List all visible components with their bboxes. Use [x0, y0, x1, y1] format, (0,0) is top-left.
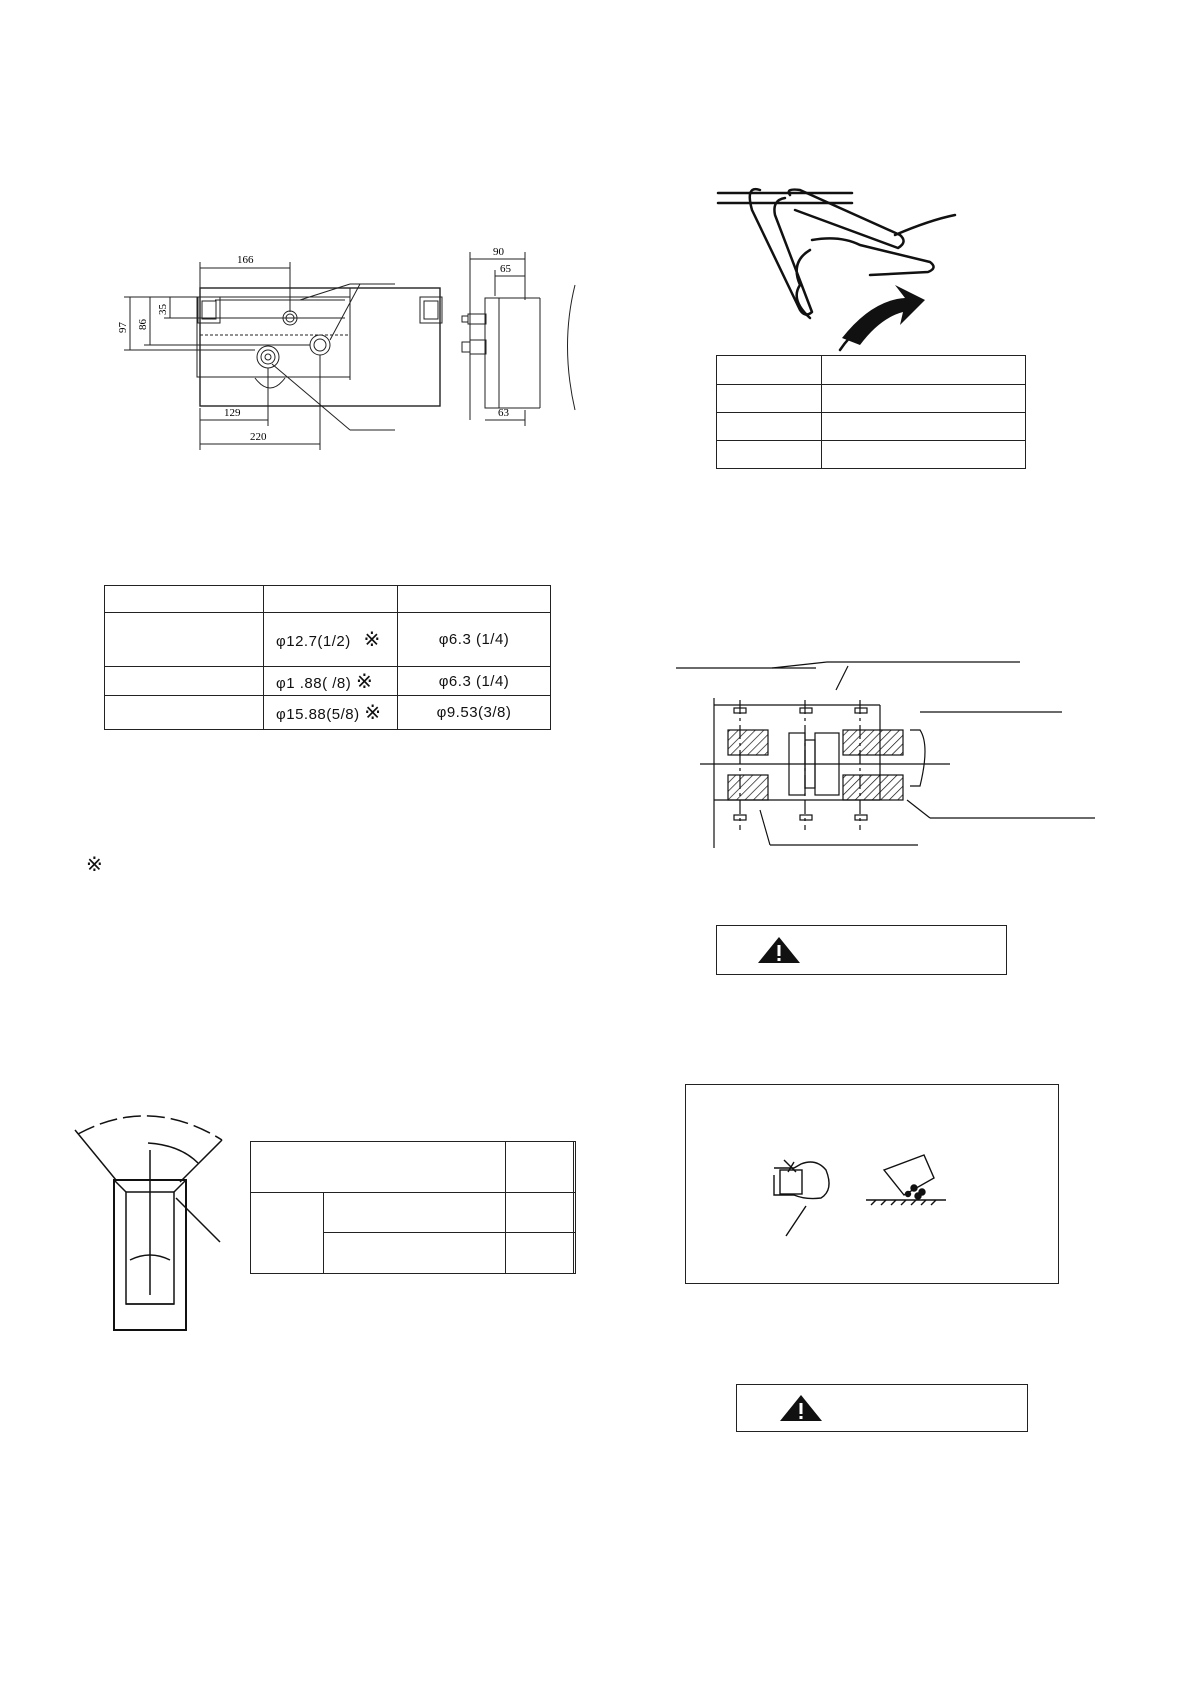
table-cell: [574, 1193, 576, 1233]
table-cell: [822, 385, 1026, 413]
table-cell: [398, 586, 551, 613]
warning-box: [716, 925, 1007, 975]
table-row: [105, 696, 551, 730]
dim-65: 65: [500, 263, 511, 275]
table-row: [105, 613, 551, 667]
pipe-end-caps-illustration: [766, 1150, 956, 1240]
table-cell: [506, 1233, 574, 1274]
table-row: [717, 413, 1026, 441]
table-row: [251, 1142, 576, 1193]
dim-86: 86: [137, 319, 149, 330]
table-cell: [717, 356, 822, 385]
pipe-protection-box: [685, 1084, 1059, 1284]
table-cell: [717, 441, 822, 469]
dim-35: 35: [157, 304, 169, 315]
flare-cross-section-diagram: [70, 1100, 230, 1340]
table-cell: [264, 613, 398, 667]
table-row: [105, 586, 551, 613]
dim-166: 166: [237, 254, 254, 266]
dim-63: 63: [498, 407, 509, 419]
table-cell: [264, 586, 398, 613]
table-row: [717, 441, 1026, 469]
flare-dimension-table: [250, 1141, 576, 1274]
table-cell: [105, 613, 264, 667]
table-cell: [822, 413, 1026, 441]
torque-wrench-illustration: [710, 180, 970, 355]
table-cell: [264, 696, 398, 730]
gas-pipe-size: φ1 .88( /8): [276, 674, 352, 692]
reference-mark: ※: [363, 629, 381, 651]
table-cell: [251, 1142, 506, 1193]
table-cell: [506, 1193, 574, 1233]
table-cell: [324, 1233, 506, 1274]
dim-129: 129: [224, 407, 241, 419]
reference-mark: ※: [355, 670, 374, 693]
warning-triangle-icon: [757, 936, 801, 964]
liquid-pipe-size: φ6.3 (1/4): [398, 613, 551, 667]
table-cell: [105, 586, 264, 613]
table-cell: [105, 667, 264, 696]
table-cell: [264, 667, 398, 696]
table-cell: [324, 1193, 506, 1233]
liquid-pipe-size: φ9.53(3/8): [398, 696, 551, 730]
pipe-joint-section-diagram: [670, 655, 1105, 855]
warning-box: [736, 1384, 1028, 1432]
table-cell: [506, 1142, 574, 1193]
gas-pipe-size: φ12.7(1/2): [276, 633, 351, 650]
gas-pipe-size: φ15.88(5/8): [276, 706, 360, 723]
torque-table: [716, 355, 1026, 469]
pipe-size-table: [104, 585, 551, 730]
table-cell: [574, 1233, 576, 1274]
table-cell: [105, 696, 264, 730]
warning-triangle-icon: [779, 1394, 823, 1422]
table-cell: [717, 385, 822, 413]
dim-97: 97: [117, 322, 129, 333]
table-row: [251, 1193, 576, 1233]
table-cell: [574, 1142, 576, 1193]
table-cell: [822, 441, 1026, 469]
table-cell: [717, 413, 822, 441]
table-row: [717, 385, 1026, 413]
dim-220: 220: [250, 431, 267, 443]
reference-mark: ※: [364, 702, 382, 724]
unit-dimension-drawing: [105, 240, 585, 455]
table-cell: [251, 1193, 324, 1274]
table-row: [717, 356, 1026, 385]
table-cell: [822, 356, 1026, 385]
table-row: [105, 667, 551, 696]
footnote-mark: ※: [86, 854, 103, 876]
dim-90: 90: [493, 246, 504, 258]
liquid-pipe-size: φ6.3 (1/4): [398, 667, 551, 696]
